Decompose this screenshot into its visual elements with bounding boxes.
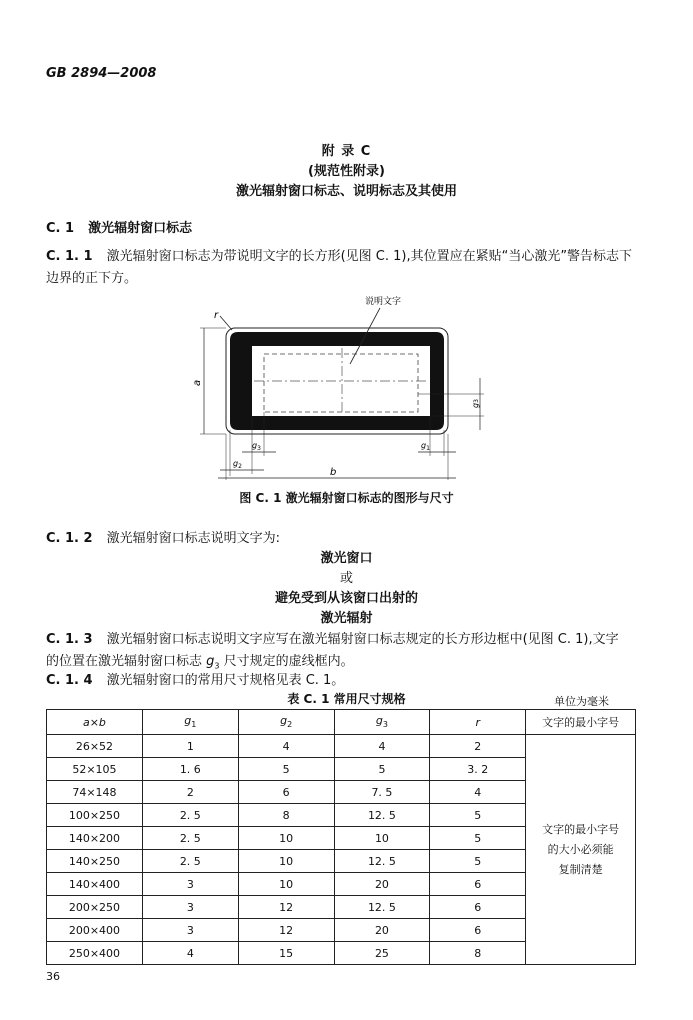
table-header-row	[47, 710, 636, 735]
table-cell: 15	[238, 942, 334, 965]
table-cell: 8	[238, 804, 334, 827]
table-cell: 6	[430, 919, 526, 942]
sign-text-or: 或	[339, 571, 353, 586]
sign-text-option1: 激光窗口	[320, 551, 373, 566]
label-g3-horizontal: $g_3$	[252, 441, 261, 452]
table-cell: 140×400	[47, 873, 143, 896]
appendix-subtitle: (规范性附录)	[308, 164, 385, 179]
table-cell: 26×52	[47, 735, 143, 758]
table-row	[47, 735, 636, 758]
table-cell: 12	[238, 896, 334, 919]
table-cell: 3. 2	[430, 758, 526, 781]
min-font-note-cell	[526, 735, 636, 965]
table-cell: 10	[334, 827, 430, 850]
table-unit: 单位为毫米	[554, 695, 609, 708]
table-cell: 200×400	[47, 919, 143, 942]
table-cell: 6	[430, 873, 526, 896]
header-g3: $g_3$	[334, 710, 430, 735]
figure-callout-text: 说明文字	[365, 297, 402, 307]
paragraph-c14	[46, 670, 344, 692]
clause-number: C. 1. 1	[46, 249, 93, 264]
table-cell: 100×250	[47, 804, 143, 827]
table-cell: 10	[238, 873, 334, 896]
table-cell: 25	[334, 942, 430, 965]
table-cell: 5	[430, 804, 526, 827]
table-cell: 20	[334, 919, 430, 942]
table-cell: 4	[430, 781, 526, 804]
table-cell: 5	[334, 758, 430, 781]
table-cell: 4	[238, 735, 334, 758]
table-cell: 2	[430, 735, 526, 758]
label-g3-vertical: g3	[471, 399, 480, 408]
table-cell: 5	[238, 758, 334, 781]
appendix-title: 附 录 C	[321, 144, 372, 159]
clause-text: 激光辐射窗口标志说明文字为:	[106, 531, 280, 546]
table-cell: 2. 5	[142, 804, 238, 827]
section-c1	[46, 218, 192, 240]
min-font-note-line: 复制清楚	[558, 862, 603, 876]
label-r: r	[214, 310, 219, 321]
clause-text-line1: 激光辐射窗口标志说明文字应写在激光辐射窗口标志规定的长方形边框中(见图 C. 1),文字	[106, 632, 619, 647]
table-cell: 12. 5	[334, 804, 430, 827]
table-cell: 4	[142, 942, 238, 965]
clause-text-line1: 激光辐射窗口标志为带说明文字的长方形(见图 C. 1),其位置应在紧贴“当心激光”警告标志下	[106, 249, 633, 264]
spec-table	[46, 709, 636, 965]
document-header: GB 2894—2008	[46, 66, 157, 81]
table-cell: 10	[238, 850, 334, 873]
table-cell: 8	[430, 942, 526, 965]
section-number: C. 1	[46, 221, 75, 236]
sign-text-option2-line2: 激光辐射	[320, 611, 373, 626]
min-font-note-line: 文字的最小字号	[542, 822, 620, 836]
label-a: a	[192, 379, 203, 386]
paragraph-c12	[46, 528, 280, 550]
clause-text: 激光辐射窗口的常用尺寸规格见表 C. 1。	[106, 673, 345, 688]
min-font-note-line: 的大小必须能	[547, 842, 614, 856]
label-b: b	[330, 467, 337, 478]
table-cell: 6	[238, 781, 334, 804]
paragraph-c11	[46, 246, 646, 290]
sign-text-option2-line1: 避免受到从该窗口出射的	[274, 591, 418, 606]
table-cell: 5	[430, 827, 526, 850]
clause-number: C. 1. 3	[46, 632, 93, 647]
table-cell: 140×250	[47, 850, 143, 873]
clause-text-line2: 的位置在激光辐射窗口标志 $g_3$ 尺寸规定的虚线框内。	[46, 654, 354, 671]
clause-number: C. 1. 4	[46, 673, 93, 688]
header-g1: $g_1$	[142, 710, 238, 735]
clause-number: C. 1. 2	[46, 531, 93, 546]
table-cell: 140×200	[47, 827, 143, 850]
table-cell: 3	[142, 873, 238, 896]
clause-text-line2: 边界的正下方。	[46, 271, 138, 286]
table-cell: 12. 5	[334, 850, 430, 873]
table-cell: 7. 5	[334, 781, 430, 804]
page-number: 36	[46, 970, 60, 983]
label-g2: $g_2$	[233, 459, 242, 470]
table-cell: 74×148	[47, 781, 143, 804]
table-cell: 3	[142, 896, 238, 919]
header-r: r	[430, 710, 526, 735]
header-g2: $g_2$	[238, 710, 334, 735]
table-caption: 表 C. 1 常用尺寸规格	[287, 692, 406, 706]
table-cell: 1. 6	[142, 758, 238, 781]
section-title: 激光辐射窗口标志	[88, 221, 193, 236]
table-cell: 3	[142, 919, 238, 942]
figure-caption: 图 C. 1 激光辐射窗口标志的图形与尺寸	[239, 491, 454, 505]
table-cell: 12. 5	[334, 896, 430, 919]
header-axb: a×b	[47, 710, 143, 735]
table-cell: 2	[142, 781, 238, 804]
table-cell: 12	[238, 919, 334, 942]
label-g1: $g_1$	[421, 441, 430, 452]
appendix-heading: 激光辐射窗口标志、说明标志及其使用	[235, 184, 457, 199]
table-cell: 4	[334, 735, 430, 758]
table-cell: 250×400	[47, 942, 143, 965]
figure-laser-window-sign	[180, 290, 500, 490]
table-cell: 52×105	[47, 758, 143, 781]
header-min-font: 文字的最小字号	[526, 710, 636, 735]
table-cell: 5	[430, 850, 526, 873]
table-cell: 10	[238, 827, 334, 850]
table-cell: 1	[142, 735, 238, 758]
table-cell: 2. 5	[142, 827, 238, 850]
table-cell: 20	[334, 873, 430, 896]
table-cell: 6	[430, 896, 526, 919]
table-cell: 200×250	[47, 896, 143, 919]
table-cell: 2. 5	[142, 850, 238, 873]
